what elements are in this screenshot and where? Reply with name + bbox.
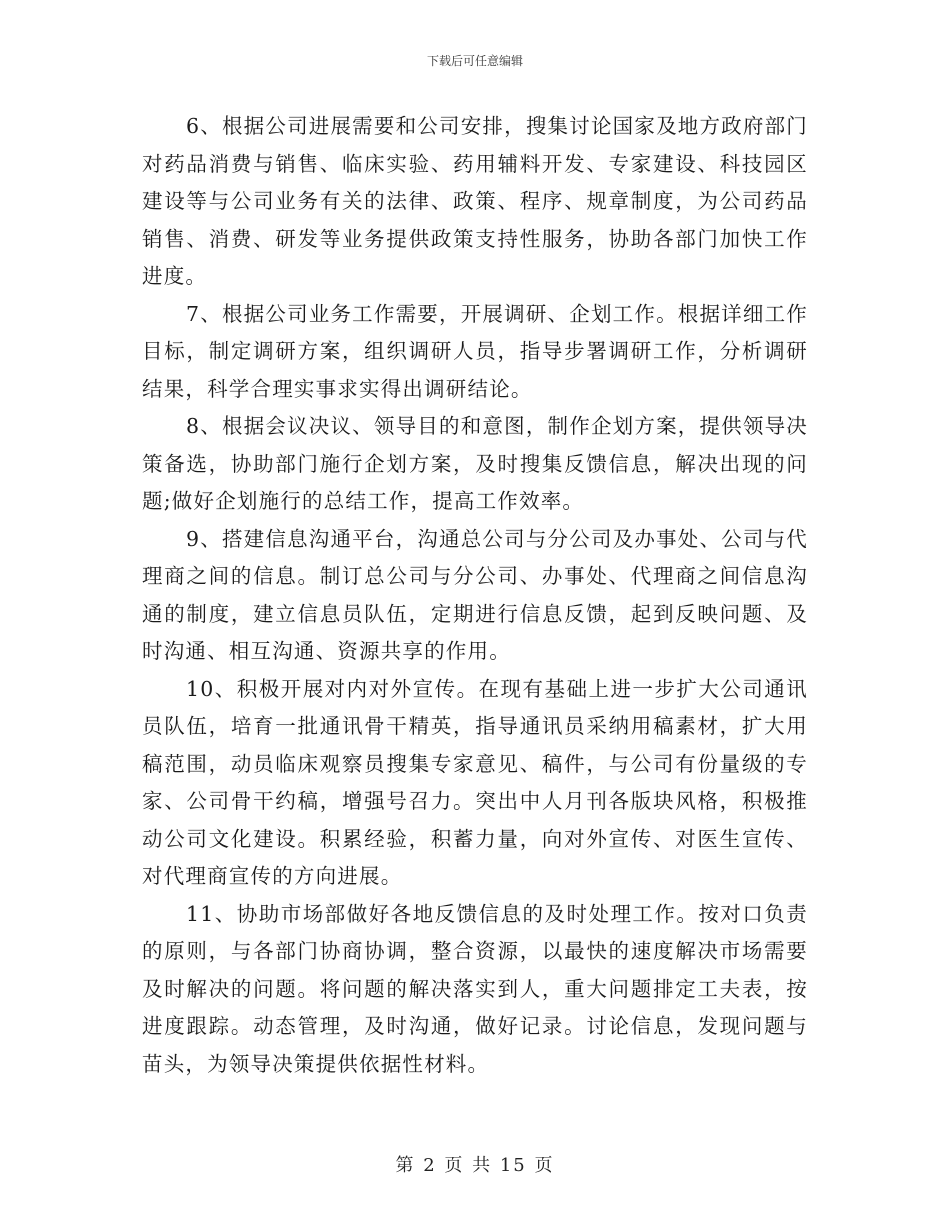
paragraph-8: 8、根据会议决议、领导目的和意图，制作企划方案，提供领导决策备选，协助部门施行企划方案，及时搜集反馈信息，解决出现的问题;做好企划施行的总结工作，提高工作效率。 xyxy=(142,414,808,513)
paragraph-6: 6、根据公司进展需要和公司安排，搜集讨论国家及地方政府部门对药品消费与销售、临床实验、药用辅料开发、专家建设、科技园区建设等与公司业务有关的法律、政策、程序、规章制度，为公司药品销售、消费、研发等业务提供政策支持性服务，协助各部门加快工作进度。 xyxy=(142,114,808,288)
paragraph-10: 10、积极开展对内对外宣传。在现有基础上进一步扩大公司通讯员队伍，培育一批通讯骨干精英，指导通讯员采纳用稿素材，扩大用稿范围，动员临床观察员搜集专家意见、稿件，与公司有份量级的专家、公司骨干约稿，增强号召力。突出中人月刊各版块风格，积极推动公司文化建设。积累经验，积蓄力量，向对外宣传、对医生宣传、对代理商宣传的方向进展。 xyxy=(142,676,808,888)
document-body xyxy=(142,108,808,1083)
paragraph-9: 9、搭建信息沟通平台，沟通总公司与分公司及办事处、公司与代理商之间的信息。制订总公司与分公司、办事处、代理商之间信息沟通的制度，建立信息员队伍，定期进行信息反馈，起到反映问题、及时沟通、相互沟通、资源共享的作用。 xyxy=(142,526,808,663)
page-footer: 第 2 页 共 15 页 xyxy=(395,1155,555,1176)
paragraph-11: 11、协助市场部做好各地反馈信息的及时处理工作。按对口负责的原则，与各部门协商协调，整合资源，以最快的速度解决市场需要及时解决的问题。将问题的解决落实到人，重大问题排定工夫表，按进度跟踪。动态管理，及时沟通，做好记录。讨论信息，发现问题与苗头，为领导决策提供依据性材料。 xyxy=(142,901,808,1076)
page-header: 下载后可任意编辑 xyxy=(426,54,523,68)
paragraph-7: 7、根据公司业务工作需要，开展调研、企划工作。根据详细工作目标，制定调研方案，组织调研人员，指导步署调研工作，分析调研结果，科学合理实事求实得出调研结论。 xyxy=(142,301,808,401)
